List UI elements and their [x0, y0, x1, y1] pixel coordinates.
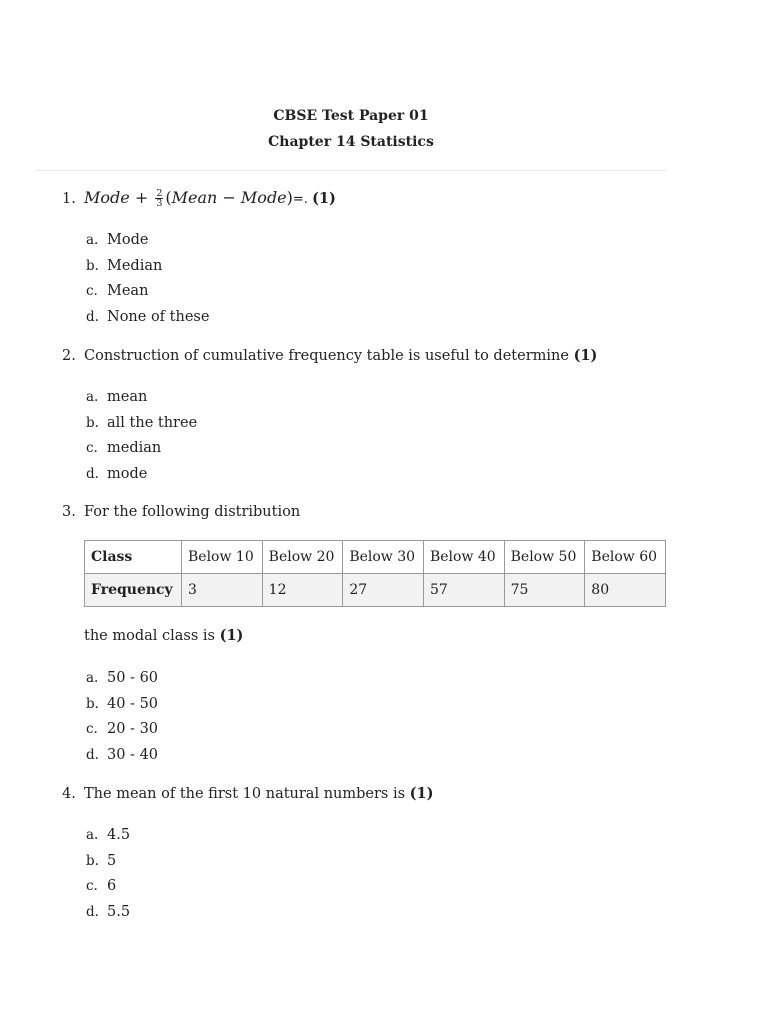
formula-open-paren: ( — [165, 188, 172, 207]
option-item[interactable] — [86, 825, 130, 851]
formula-minus: − — [222, 188, 236, 207]
table-row — [85, 541, 666, 574]
option-text: 20 - 30 — [107, 721, 159, 737]
question-1-options — [86, 230, 209, 332]
table-cell: 12 — [262, 574, 343, 607]
option-text: 5.5 — [107, 903, 131, 920]
option-item[interactable] — [86, 230, 209, 256]
formula — [84, 188, 293, 207]
table-cell: Class — [85, 541, 182, 574]
question-number: 4. — [62, 786, 76, 802]
table-cell: 80 — [585, 574, 666, 607]
option-text: 6 — [107, 878, 117, 894]
question-suffix: =. — [292, 192, 313, 207]
formula-mode: Mode — [84, 188, 130, 207]
fraction-numerator: 2 — [156, 188, 163, 199]
question-3-followup — [84, 627, 243, 644]
table-cell: 27 — [343, 574, 424, 607]
option-text: all the three — [107, 414, 198, 431]
option-item[interactable] — [86, 902, 130, 928]
option-item[interactable] — [86, 464, 197, 490]
question-text: Construction of cumulative frequency table is useful to determine — [84, 348, 574, 364]
option-label: d. — [86, 308, 99, 325]
table-cell: Below 60 — [585, 541, 666, 574]
question-1 — [62, 188, 336, 210]
question-text: The mean of the first 10 natural numbers is — [84, 786, 410, 802]
table-cell: 75 — [504, 574, 585, 607]
option-text: 40 - 50 — [107, 695, 159, 712]
option-text: Median — [107, 257, 163, 274]
table-cell: Below 40 — [423, 541, 504, 574]
question-number: 3. — [62, 504, 76, 520]
table-cell: Frequency — [85, 574, 182, 607]
table-cell: 3 — [182, 574, 263, 607]
chapter-title: Chapter 14 Statistics — [268, 134, 434, 150]
question-marks: (1) — [219, 627, 244, 644]
option-label: c. — [86, 878, 98, 894]
option-item[interactable] — [86, 694, 158, 720]
question-3-options — [86, 668, 158, 770]
option-item[interactable] — [86, 307, 209, 333]
option-item[interactable] — [86, 256, 209, 282]
table-cell: Below 20 — [262, 541, 343, 574]
formula-close-paren: ) — [286, 188, 293, 207]
option-label: d. — [86, 746, 99, 763]
question-2-options — [86, 387, 197, 489]
question-4-options — [86, 825, 130, 927]
question-4 — [62, 784, 433, 804]
option-label: a. — [86, 389, 99, 405]
fraction-denominator: 3 — [156, 198, 163, 209]
option-label: b. — [86, 257, 99, 274]
table-cell: Below 50 — [504, 541, 585, 574]
option-text: median — [107, 440, 162, 456]
option-label: a. — [86, 232, 99, 248]
question-marks: (1) — [312, 190, 336, 207]
option-item[interactable] — [86, 745, 158, 771]
question-marks: (1) — [573, 347, 598, 364]
formula-mean: Mean — [171, 188, 218, 207]
option-label: c. — [86, 283, 98, 299]
option-label: a. — [86, 827, 99, 843]
option-text: 5 — [107, 852, 117, 869]
table-cell: Below 10 — [182, 541, 263, 574]
option-text: Mode — [107, 232, 149, 248]
question-3 — [62, 502, 300, 522]
option-text: mean — [107, 389, 148, 405]
question-2 — [62, 346, 597, 366]
option-item[interactable] — [86, 876, 130, 902]
question-marks: (1) — [409, 785, 434, 802]
option-item[interactable] — [86, 668, 158, 694]
option-label: b. — [86, 852, 99, 869]
option-label: a. — [86, 670, 99, 686]
option-item[interactable] — [86, 719, 158, 745]
option-label: d. — [86, 465, 99, 482]
option-label: d. — [86, 903, 99, 920]
table-cell: 57 — [423, 574, 504, 607]
paper-title: CBSE Test Paper 01 — [273, 108, 429, 124]
option-text: 4.5 — [107, 827, 131, 843]
option-label: c. — [86, 440, 98, 456]
option-text: 50 - 60 — [107, 670, 159, 686]
formula-mode-2: Mode — [240, 188, 287, 207]
option-text: mode — [107, 465, 148, 482]
table-row — [85, 574, 666, 607]
option-item[interactable] — [86, 851, 130, 877]
option-item[interactable] — [86, 281, 209, 307]
option-label: c. — [86, 721, 98, 737]
question-number: 1. — [62, 191, 76, 207]
formula-fraction — [155, 189, 163, 208]
option-item[interactable] — [86, 413, 197, 439]
question-text: the modal class is — [84, 628, 220, 644]
option-text: None of these — [107, 308, 210, 325]
option-label: b. — [86, 695, 99, 712]
option-item[interactable] — [86, 438, 197, 464]
option-text: 30 - 40 — [107, 746, 159, 763]
option-text: Mean — [107, 283, 149, 299]
option-item[interactable] — [86, 387, 197, 413]
question-text: For the following distribution — [84, 504, 301, 520]
formula-plus: + — [134, 188, 149, 207]
question-number: 2. — [62, 348, 76, 364]
distribution-table — [84, 540, 666, 607]
header-divider — [36, 170, 666, 171]
option-label: b. — [86, 414, 99, 431]
table-cell: Below 30 — [343, 541, 424, 574]
